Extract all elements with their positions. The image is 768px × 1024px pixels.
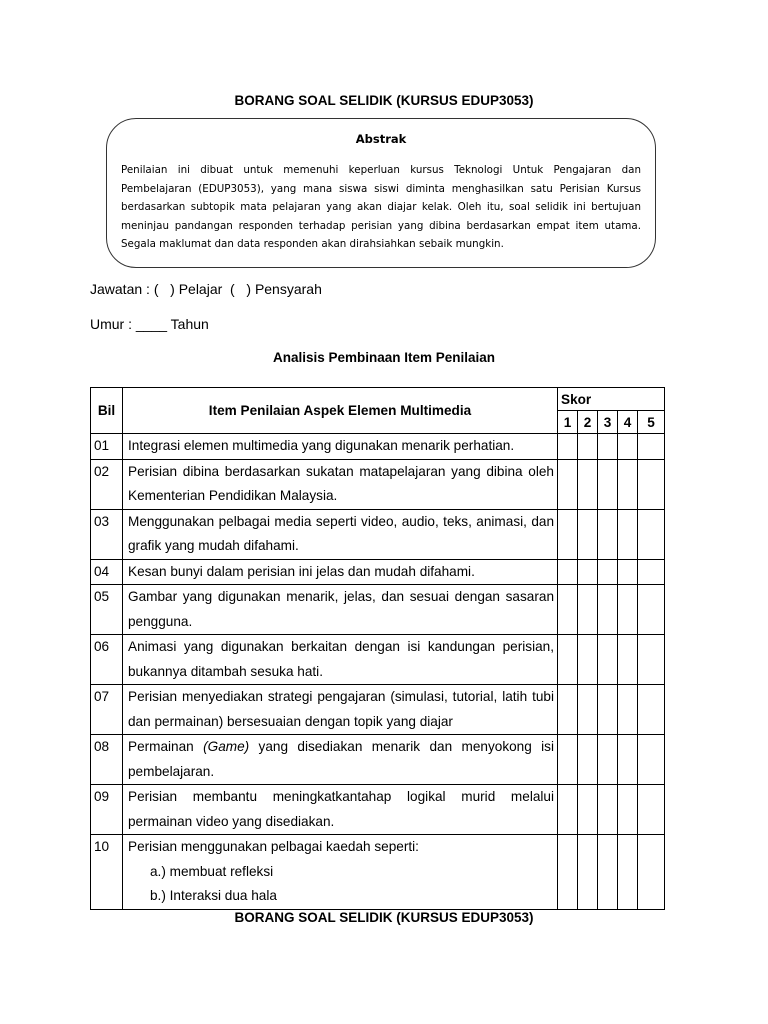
- score-cell[interactable]: [598, 434, 618, 460]
- table-row: [91, 785, 665, 835]
- item-number: 05: [91, 585, 123, 635]
- item-sub-option: a.) membuat refleksi: [150, 863, 274, 879]
- item-text-part: yang disediakan menarik dan menyokong isi pembelajaran.: [128, 739, 555, 779]
- score-cell[interactable]: [578, 735, 598, 785]
- abstract-heading: Abstrak: [355, 132, 407, 146]
- item-text: [123, 434, 558, 460]
- score-cell[interactable]: [578, 559, 598, 585]
- score-cell[interactable]: [558, 635, 578, 685]
- score-header: 3: [598, 411, 618, 434]
- item-text-main: Integrasi elemen multimedia yang digunakan menarik perhatian.: [128, 438, 515, 453]
- score-cell[interactable]: [578, 785, 598, 835]
- item-text-main: Perisian menggunakan pelbagai kaedah seperti:: [128, 839, 419, 854]
- score-cell[interactable]: [618, 685, 638, 735]
- item-number: 01: [91, 434, 123, 460]
- score-header: 5: [638, 411, 665, 434]
- item-text: [123, 585, 558, 635]
- score-cell[interactable]: [598, 509, 618, 559]
- score-cell[interactable]: [638, 585, 665, 635]
- score-cell[interactable]: [558, 835, 578, 910]
- item-text: [123, 559, 558, 585]
- score-cell[interactable]: [638, 785, 665, 835]
- item-text: [123, 459, 558, 509]
- score-cell[interactable]: [638, 559, 665, 585]
- item-sub-option: b.) Interaksi dua hala: [150, 888, 277, 903]
- item-number: 09: [91, 785, 123, 835]
- score-cell[interactable]: [618, 835, 638, 910]
- score-cell[interactable]: [598, 585, 618, 635]
- item-number: 03: [91, 509, 123, 559]
- score-cell[interactable]: [558, 685, 578, 735]
- score-cell[interactable]: [558, 559, 578, 585]
- item-text-main: Animasi yang digunakan berkaitan dengan isi kandungan perisian, bukannya ditambah sesuka hati.: [128, 639, 554, 679]
- score-cell[interactable]: [598, 635, 618, 685]
- score-cell[interactable]: [618, 785, 638, 835]
- footer-title: BORANG SOAL SELIDIK (KURSUS EDUP3053): [234, 910, 534, 925]
- abstract-body: Penilaian ini dibuat untuk memenuhi keperluan kursus Teknologi Untuk Pengajaran dan Pembelajaran (EDUP3053), yang mana siswa siswi diminta menghasilkan satu Perisian Kursus berdasarkan subtopik mata pelajaran yang akan diajar kelak. Oleh itu, soal selidik ini bertujuan meninjau pandangan responden terhadap perisian yang dibina berdasarkan empat item utama. Segala maklumat dan data responden akan dirahsiahkan sebaik mungkin.: [121, 164, 641, 251]
- item-text: [123, 785, 558, 835]
- skor-header: Skor: [558, 388, 665, 411]
- score-cell[interactable]: [578, 459, 598, 509]
- abstract-box: [106, 118, 656, 268]
- table-row: [91, 509, 665, 559]
- score-cell[interactable]: [638, 434, 665, 460]
- item-text-main: Menggunakan pelbagai media seperti video, audio, teks, animasi, dan grafik yang mudah difahami.: [128, 513, 554, 553]
- table-row: [91, 835, 665, 910]
- table-row: [91, 585, 665, 635]
- form-title: BORANG SOAL SELIDIK (KURSUS EDUP3053): [234, 93, 534, 108]
- score-cell[interactable]: [618, 635, 638, 685]
- item-header: Item Penilaian Aspek Elemen Multimedia: [123, 388, 558, 434]
- table-row: [91, 635, 665, 685]
- score-cell[interactable]: [578, 685, 598, 735]
- score-cell[interactable]: [578, 585, 598, 635]
- score-cell[interactable]: [578, 835, 598, 910]
- score-cell[interactable]: [598, 835, 618, 910]
- score-cell[interactable]: [558, 509, 578, 559]
- umur-field[interactable]: Umur : ____ Tahun: [90, 316, 209, 332]
- score-cell[interactable]: [598, 559, 618, 585]
- score-cell[interactable]: [598, 785, 618, 835]
- score-cell[interactable]: [558, 585, 578, 635]
- score-cell[interactable]: [638, 835, 665, 910]
- score-cell[interactable]: [618, 585, 638, 635]
- score-cell[interactable]: [618, 434, 638, 460]
- section-subtitle: Analisis Pembinaan Item Penilaian: [272, 350, 496, 365]
- score-cell[interactable]: [578, 434, 598, 460]
- score-header: 1: [558, 411, 578, 434]
- score-cell[interactable]: [578, 509, 598, 559]
- table-row: [91, 735, 665, 785]
- score-cell[interactable]: [618, 735, 638, 785]
- score-cell[interactable]: [638, 685, 665, 735]
- score-cell[interactable]: [618, 459, 638, 509]
- score-cell[interactable]: [618, 509, 638, 559]
- score-cell[interactable]: [598, 459, 618, 509]
- item-text-main: Perisian menyediakan strategi pengajaran (simulasi, tutorial, latih tubi dan permainan) bersesuaian dengan topik yang diajar: [128, 689, 554, 729]
- item-text: [123, 685, 558, 735]
- score-cell[interactable]: [558, 459, 578, 509]
- item-number: 07: [91, 685, 123, 735]
- score-cell[interactable]: [638, 735, 665, 785]
- item-text: [123, 509, 558, 559]
- item-number: 02: [91, 459, 123, 509]
- item-text-main: Kesan bunyi dalam perisian ini jelas dan mudah difahami.: [128, 563, 475, 579]
- table-row: [91, 685, 665, 735]
- bil-header: Bil: [91, 388, 123, 434]
- item-text: [123, 635, 558, 685]
- item-text-main: Perisian membantu meningkatkantahap logikal murid melalui permainan video yang disediakan.: [128, 789, 554, 829]
- item-text-main: Gambar yang digunakan menarik, jelas, dan sesuai dengan sasaran pengguna.: [128, 589, 554, 629]
- table-row: [91, 459, 665, 509]
- item-number: 04: [91, 559, 123, 585]
- table-row: [91, 434, 665, 460]
- assessment-table: [90, 387, 665, 910]
- item-text-part: (Game): [203, 739, 250, 754]
- score-cell[interactable]: [638, 635, 665, 685]
- item-number: 06: [91, 635, 123, 685]
- score-cell[interactable]: [598, 735, 618, 785]
- score-header: 4: [618, 411, 638, 434]
- jawatan-field[interactable]: Jawatan : ( ) Pelajar ( ) Pensyarah: [90, 281, 322, 297]
- score-cell[interactable]: [618, 559, 638, 585]
- score-cell[interactable]: [558, 434, 578, 460]
- item-text-main: Perisian dibina berdasarkan sukatan matapelajaran yang dibina oleh Kementerian Pendidikan Malaysia.: [128, 463, 554, 503]
- score-cell[interactable]: [638, 459, 665, 509]
- item-text: [123, 835, 558, 910]
- score-cell[interactable]: [558, 785, 578, 835]
- item-number: 10: [91, 835, 123, 910]
- score-cell[interactable]: [558, 735, 578, 785]
- score-cell[interactable]: [598, 685, 618, 735]
- item-number: 08: [91, 735, 123, 785]
- score-cell[interactable]: [578, 635, 598, 685]
- score-header: 2: [578, 411, 598, 434]
- table-row: [91, 559, 665, 585]
- item-text-part: Permainan: [128, 739, 204, 754]
- score-cell[interactable]: [638, 509, 665, 559]
- item-text: [123, 735, 558, 785]
